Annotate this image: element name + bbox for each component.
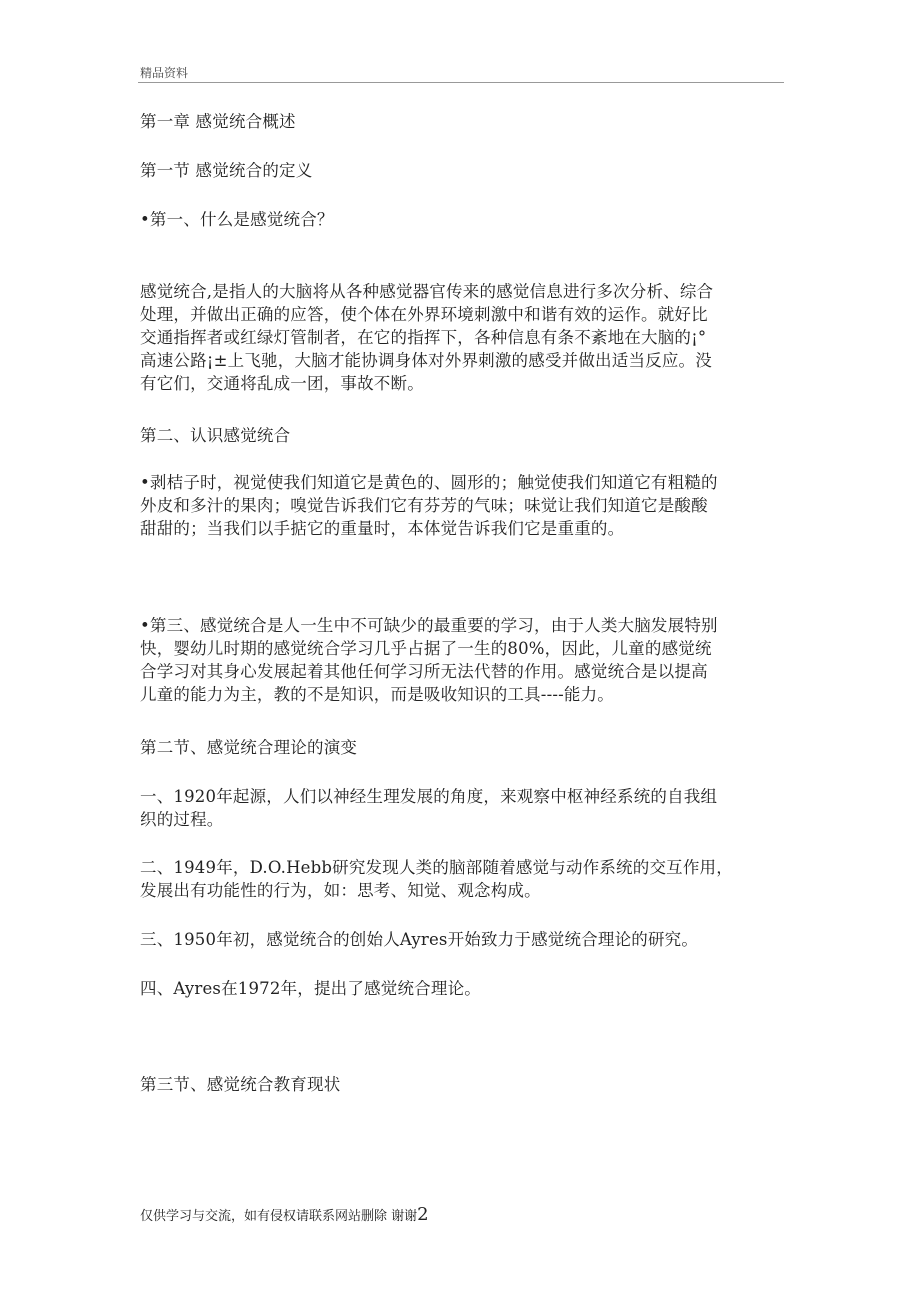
paragraph-line: 发展出有功能性的行为，如：思考、知觉、观念构成。 xyxy=(140,881,541,900)
paragraph-line: 二、1949年，D.O.Hebb研究发现人类的脑部随着感觉与动作系统的交互作用， xyxy=(140,858,733,877)
paragraph-line: •剥桔子时，视觉使我们知道它是黄色的、圆形的；触觉使我们知道它有粗糙的 xyxy=(140,473,718,492)
page-number: 2 xyxy=(417,1204,429,1225)
paragraph-line: 一、1920年起源，人们以神经生理发展的角度，来观察中枢神经系统的自我组 xyxy=(140,787,718,806)
section-3-title: 第三节、感觉统合教育现状 xyxy=(140,1075,341,1094)
paragraph-line: 外皮和多汁的果肉；嗅觉告诉我们它有芬芳的气味；味觉让我们知道它是酸酸 xyxy=(140,496,708,515)
paragraph-line: 交通指挥者或红绿灯管制者，在它的指挥下，各种信息有条不紊地在大脑的¡° xyxy=(140,328,707,347)
chapter-title: 第一章 感觉统合概述 xyxy=(140,112,296,131)
paragraph-line: 感觉统合,是指人的大脑将从各种感觉器官传来的感觉信息进行多次分析、综合 xyxy=(140,282,714,301)
page-footer xyxy=(140,1204,429,1225)
paragraph-line: 高速公路¡±上飞驰，大脑才能协调身体对外界刺激的感受并做出适当反应。没 xyxy=(140,351,712,370)
question-1: •第一、什么是感觉统合？ xyxy=(140,210,334,229)
footer-text: 仅供学习与交流，如有侵权请联系网站删除 谢谢 xyxy=(140,1209,418,1224)
paragraph-line: 织的过程。 xyxy=(140,810,224,829)
paragraph-line: 合学习对其身心发展起着其他任何学习所无法代替的作用。感觉统合是以提高 xyxy=(140,662,708,681)
header-label: 精品资料 xyxy=(140,66,189,80)
section-2-title: 第二节、感觉统合理论的演变 xyxy=(140,738,358,757)
paragraph-line: 快，婴幼儿时期的感觉统合学习几乎占据了一生的80%，因此，儿童的感觉统 xyxy=(140,639,712,658)
history-item-3: 三、1950年初，感觉统合的创始人Ayres开始致力于感觉统合理论的研究。 xyxy=(140,930,699,949)
paragraph-line: 甜甜的；当我们以手掂它的重量时，本体觉告诉我们它是重重的。 xyxy=(140,519,625,538)
paragraph-line: 有它们，交通将乱成一团，事故不断。 xyxy=(140,374,424,393)
paragraph-line: 处理，并做出正确的应答，使个体在外界环境刺激中和谐有效的运作。就好比 xyxy=(140,305,708,324)
paragraph-line: 儿童的能力为主，教的不是知识，而是吸收知识的工具----能力。 xyxy=(140,685,615,704)
section-1-title: 第一节 感觉统合的定义 xyxy=(140,161,313,180)
header-divider xyxy=(138,82,784,83)
paragraph-line: •第三、感觉统合是人一生中不可缺少的最重要的学习，由于人类大脑发展特别 xyxy=(140,616,718,635)
history-item-4: 四、Ayres在1972年，提出了感觉统合理论。 xyxy=(140,979,481,998)
question-2: 第二、认识感觉统合 xyxy=(140,426,291,445)
